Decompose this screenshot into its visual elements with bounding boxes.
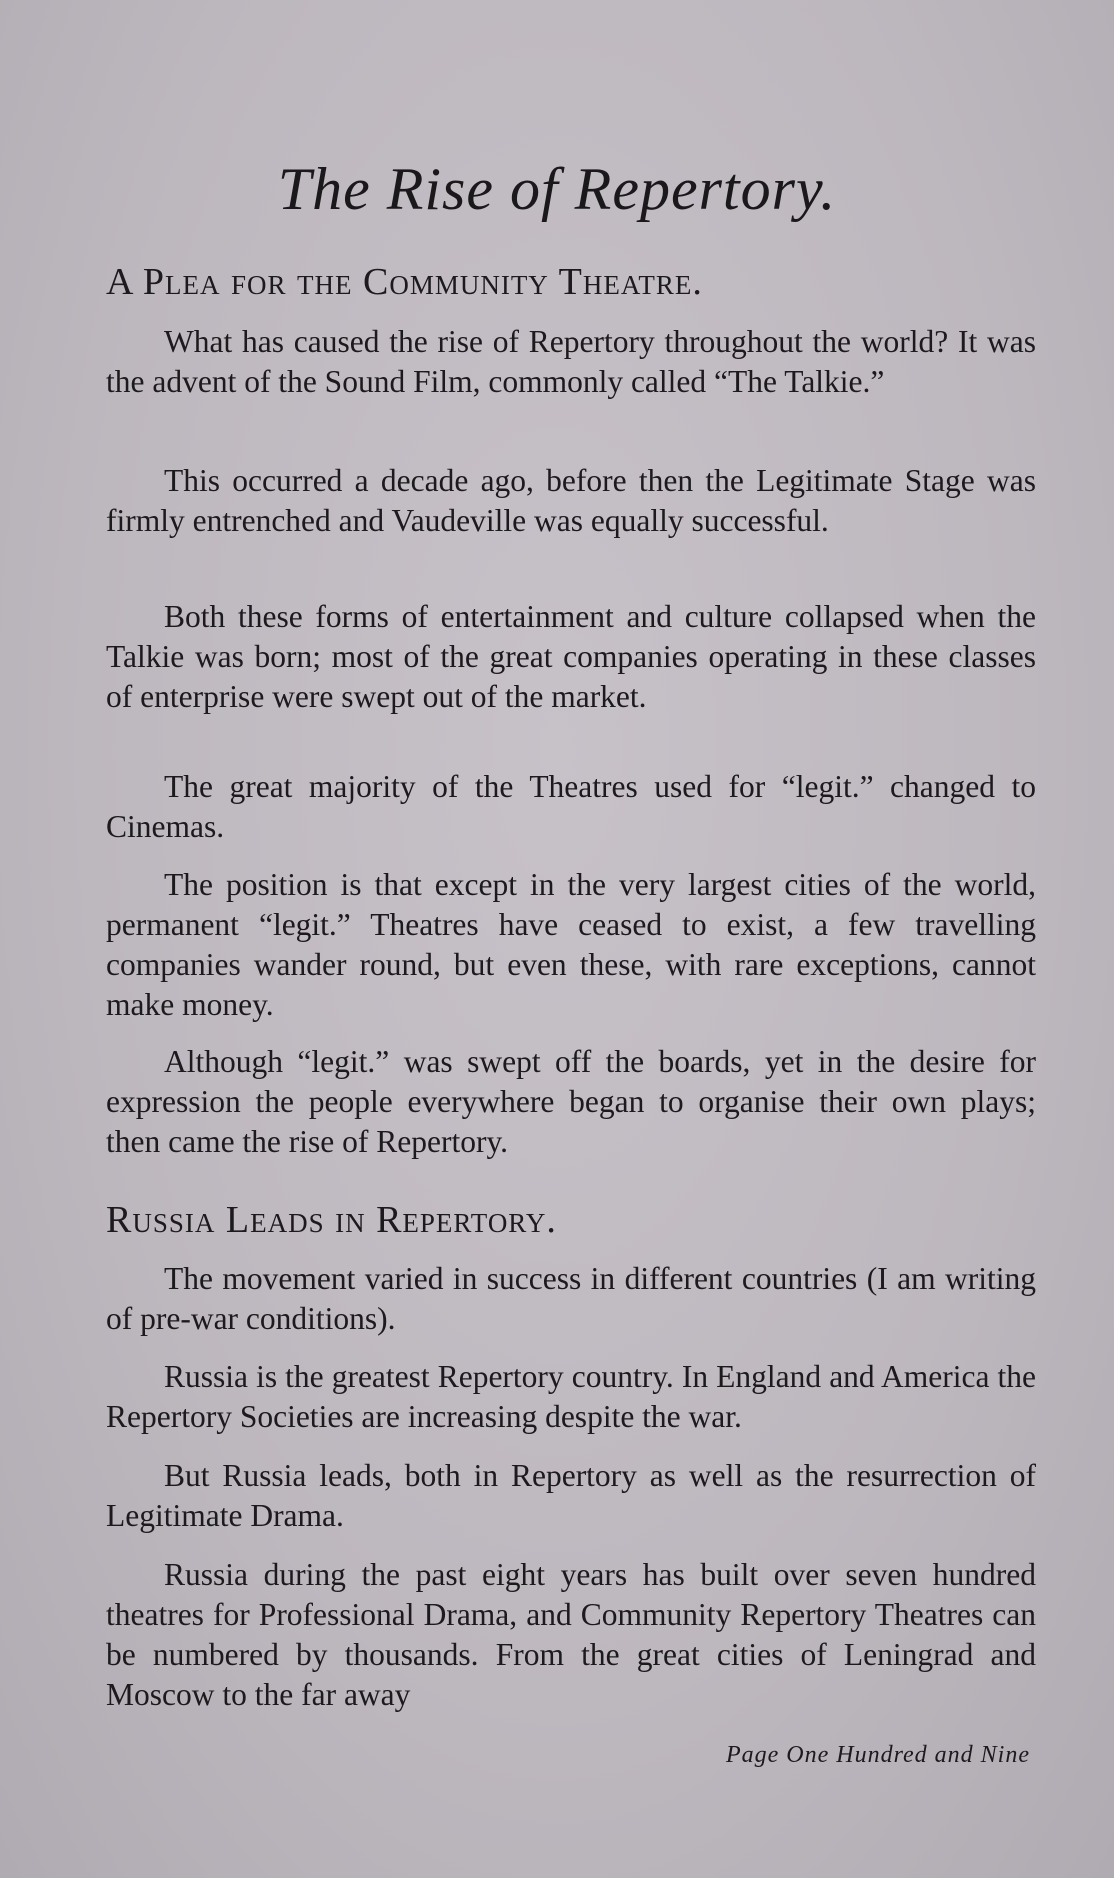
page-title: The Rise of Repertory. bbox=[277, 156, 837, 222]
paragraph: The position is that except in the very largest cities of the world, permanent “legit.” Theatres have ceased to exist, a few travelling companies wander round, but even these, with rare exceptions, cannot make money. bbox=[106, 867, 1036, 1022]
page-number: Page One Hundred and Nine bbox=[725, 1742, 1030, 1768]
paragraph: This occurred a decade ago, before then the Legitimate Stage was firmly entrenched and Vaudeville was equally successful. bbox=[106, 463, 1036, 538]
paragraph: What has caused the rise of Repertory throughout the world? It was the advent of the Sound Film, commonly called “The Talkie.” bbox=[106, 324, 1036, 399]
paragraph: Both these forms of entertainment and culture collapsed when the Talkie was born; most of the great companies operating in these classes of enterprise were swept out of the market. bbox=[106, 599, 1036, 714]
section-heading-russia-leads: Russia Leads in Repertory. bbox=[106, 1199, 557, 1241]
paragraph: The great majority of the Theatres used for “legit.” changed to Cinemas. bbox=[106, 769, 1036, 844]
paragraph: Although “legit.” was swept off the boards, yet in the desire for expression the people everywhere began to organise their own plays; then came the rise of Repertory. bbox=[106, 1044, 1036, 1159]
paragraph: Russia during the past eight years has built over seven hundred theatres for Professional Drama, and Community Repertory Theatres can be numbered by thousands. From the great cities of Leningrad and Moscow to the far away bbox=[106, 1557, 1036, 1712]
section-heading-community-theatre: A Plea for the Community Theatre. bbox=[106, 261, 703, 303]
paragraph: Russia is the greatest Repertory country. In England and America the Repertory Societies are increasing despite the war. bbox=[106, 1359, 1036, 1434]
paragraph: But Russia leads, both in Repertory as well as the resurrection of Legitimate Drama. bbox=[106, 1458, 1036, 1533]
paragraph: The movement varied in success in different countries (I am writing of pre-war conditions). bbox=[106, 1261, 1036, 1336]
